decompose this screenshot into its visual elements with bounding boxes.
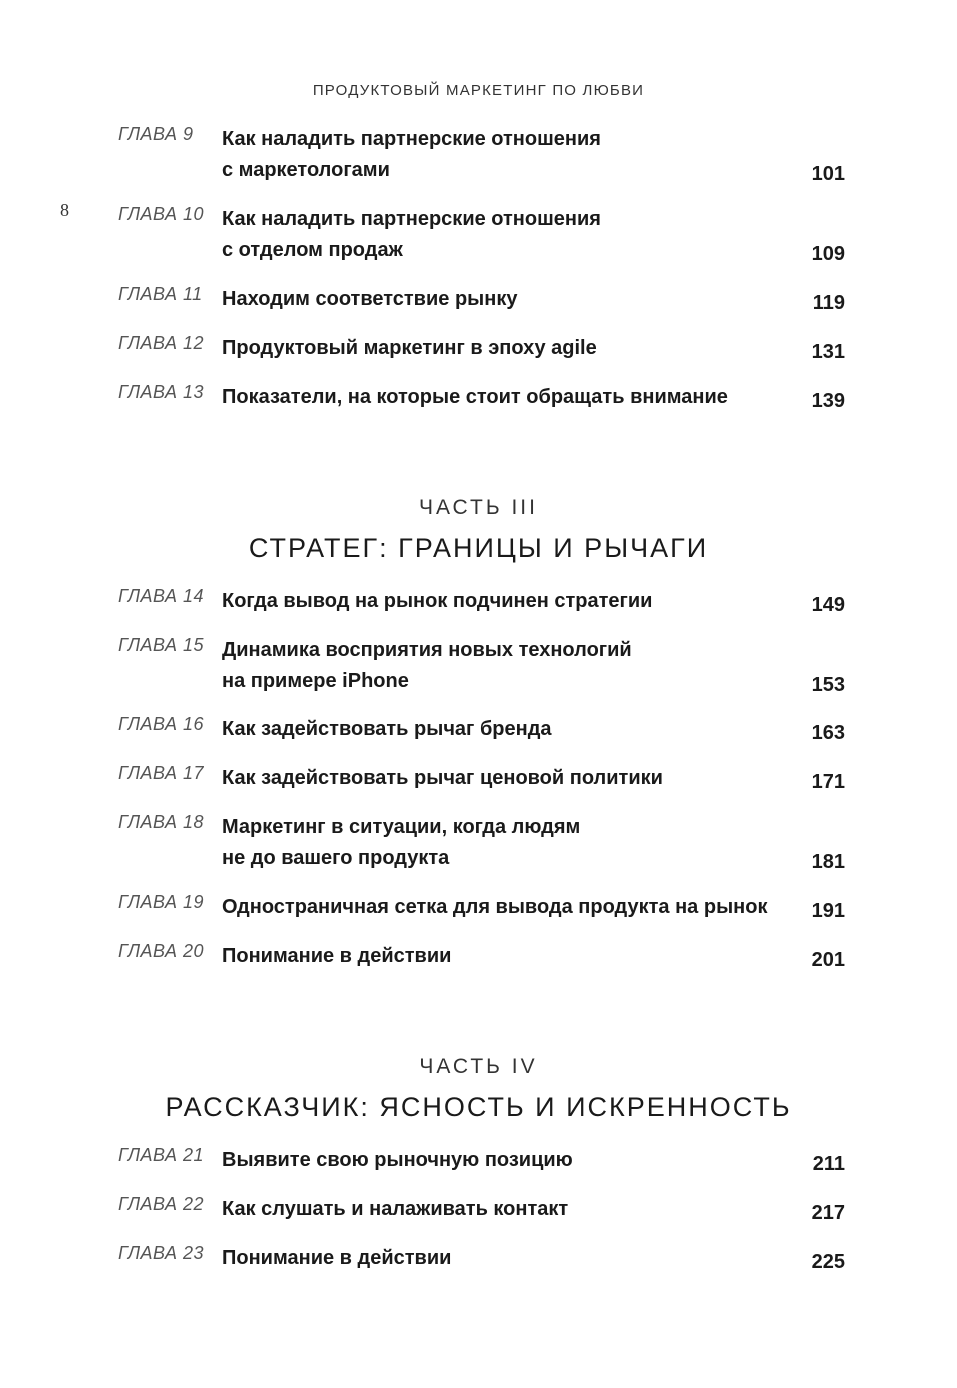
page-number: 8 [60, 200, 69, 220]
chapter-title-line: с маркетологами [222, 159, 390, 181]
toc-entry-chapter-23[interactable] [118, 1243, 845, 1274]
chapter-title: Понимание в действии [222, 1247, 452, 1269]
chapter-label: ГЛАВА 22 [118, 1194, 204, 1214]
chapter-label: ГЛАВА 13 [118, 382, 204, 402]
chapter-title: Выявите свою рыночную позицию [222, 1149, 573, 1171]
toc-entry-chapter-20[interactable] [118, 941, 845, 972]
chapter-title-line: на примере iPhone [222, 670, 409, 692]
chapter-title: Одностраничная сетка для вывода продукта на рынок [222, 896, 768, 918]
chapter-title: Понимание в действии [222, 945, 452, 967]
chapter-page-number: 101 [811, 163, 845, 185]
chapter-title: Когда вывод на рынок подчинен стратегии [222, 590, 653, 612]
chapter-label: ГЛАВА 23 [118, 1243, 204, 1263]
part-title: РАССКАЗЧИК: ЯСНОСТЬ И ИСКРЕННОСТЬ [165, 1092, 792, 1122]
toc-entry-chapter-13[interactable] [118, 382, 845, 413]
toc-entry-chapter-11[interactable] [118, 284, 845, 315]
chapter-page-number: 191 [811, 900, 845, 922]
chapter-title-line: Динамика восприятия новых технологий [222, 639, 632, 661]
chapter-page-number: 201 [811, 949, 845, 971]
chapter-label: ГЛАВА 18 [118, 812, 204, 832]
toc-entry-chapter-15[interactable] [118, 635, 845, 697]
chapter-label: ГЛАВА 9 [118, 124, 194, 144]
toc-entry-chapter-17[interactable] [118, 763, 845, 794]
chapter-label: ГЛАВА 11 [118, 284, 203, 304]
chapter-page-number: 211 [812, 1153, 845, 1175]
chapter-label: ГЛАВА 14 [118, 586, 204, 606]
running-head: ПРОДУКТОВЫЙ МАРКЕТИНГ ПО ЛЮБВИ [312, 82, 645, 99]
chapter-page-number: 131 [811, 341, 845, 363]
chapter-label: ГЛАВА 21 [118, 1145, 204, 1165]
chapter-label: ГЛАВА 17 [118, 763, 204, 783]
chapter-title-line: с отделом продаж [222, 239, 403, 261]
chapter-page-number: 181 [811, 851, 845, 873]
chapter-page-number: 163 [811, 722, 845, 744]
chapter-page-number: 217 [811, 1202, 845, 1224]
chapter-label: ГЛАВА 16 [118, 714, 204, 734]
chapter-title: Продуктовый маркетинг в эпоху agile [222, 337, 597, 359]
chapter-page-number: 109 [811, 243, 845, 265]
chapter-title-line: Маркетинг в ситуации, когда людям [222, 816, 581, 838]
toc-entry-chapter-18[interactable] [118, 812, 845, 874]
toc-entry-chapter-21[interactable] [118, 1145, 845, 1176]
toc-entry-chapter-12[interactable] [118, 333, 845, 364]
chapter-title [222, 204, 782, 266]
toc-entry-chapter-19[interactable] [118, 892, 845, 923]
chapter-title [222, 635, 782, 697]
chapter-page-number: 119 [812, 292, 845, 314]
chapter-page-number: 153 [811, 674, 845, 696]
chapter-title: Как задействовать рычаг ценовой политики [222, 767, 663, 789]
part-label: ЧАСТЬ IV [419, 1055, 538, 1078]
chapter-label: ГЛАВА 19 [118, 892, 204, 912]
toc-entry-chapter-10[interactable] [118, 204, 845, 266]
chapter-title: Как задействовать рычаг бренда [222, 718, 552, 740]
chapter-label: ГЛАВА 15 [118, 635, 204, 655]
toc-entry-chapter-9[interactable] [118, 124, 845, 186]
part-label: ЧАСТЬ III [419, 496, 538, 519]
toc-entry-chapter-14[interactable] [118, 586, 845, 617]
chapter-page-number: 149 [811, 594, 845, 616]
chapter-title: Находим соответствие рынку [222, 288, 518, 310]
chapter-title-line: не до вашего продукта [222, 847, 450, 869]
chapter-title-line: Как наладить партнерские отношения [222, 208, 601, 230]
chapter-title [222, 812, 782, 874]
chapter-label: ГЛАВА 20 [118, 941, 204, 961]
chapter-title: Показатели, на которые стоит обращать внимание [222, 386, 728, 408]
chapter-title: Как слушать и налаживать контакт [222, 1198, 569, 1220]
chapter-title [222, 124, 782, 186]
toc-entry-chapter-16[interactable] [118, 714, 845, 745]
chapter-title-line: Как наладить партнерские отношения [222, 128, 601, 150]
chapter-page-number: 225 [811, 1251, 845, 1273]
part-title: СТРАТЕГ: ГРАНИЦЫ И РЫЧАГИ [248, 533, 709, 563]
chapter-page-number: 139 [811, 390, 845, 412]
toc-entry-chapter-22[interactable] [118, 1194, 845, 1225]
chapter-label: ГЛАВА 12 [118, 333, 204, 353]
chapter-page-number: 171 [811, 771, 845, 793]
chapter-label: ГЛАВА 10 [118, 204, 204, 224]
